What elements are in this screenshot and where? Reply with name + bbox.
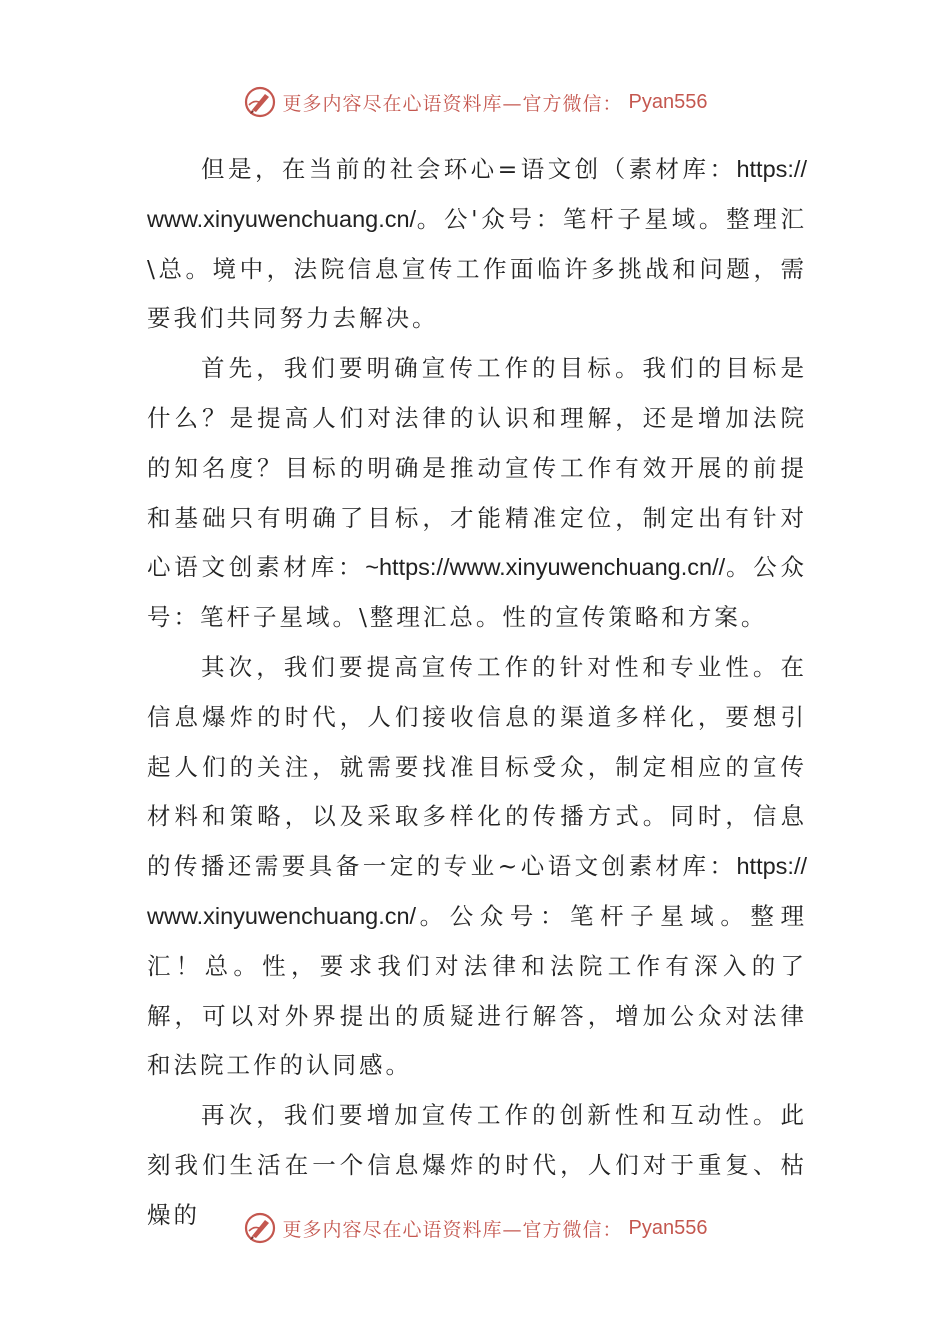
banner-text: 更多内容尽在心语资料库—官方微信：: [282, 1218, 623, 1241]
document-body: [147, 145, 807, 1241]
paragraph-3: 其次，我们要提高宣传工作的针对性和专业性。在信息爆炸的时代，人们接收信息的渠道多样化，要想引起人们的关注，就需要找准目标受众，制定相应的宣传材料和策略，以及采取多样化的传播方式。同时，信息的传播还需要具备一定的专业~心语文创素材库：https://www.xinyuwenchuang.cn/。公众号：笔杆子星域。整理汇！总。性，要求我们对法律和法院工作有深入的了解，可以对外界提出的质疑进行解答，增加公众对法律和法院工作的认同感。: [147, 652, 808, 1080]
quill-pen-logo-icon: [243, 85, 277, 119]
header-banner: [0, 82, 950, 122]
url-text: ~https://www.xinyuwenchuang.cn//: [365, 554, 726, 581]
paragraph-2: 首先，我们要明确宣传工作的目标。我们的目标是什么？是提高人们对法律的认识和理解，还是增加法院的知名度？目标的明确是推动宣传工作有效开展的前提和基础只有明确了目标，才能精准定位，制定出有针对心语文创素材库：~https://www.xinyuwenchuang.cn//。公众号：笔杆子星域。\整理汇总。性的宣传策略和方案。: [147, 354, 808, 632]
banner-text: 更多内容尽在心语资料库—官方微信：: [282, 92, 623, 115]
banner-wechat-id: Pyan556: [628, 1216, 708, 1239]
quill-pen-logo-icon: [243, 1211, 277, 1245]
footer-banner: [0, 1208, 950, 1248]
paragraph-1: 但是，在当前的社会环心=语文创（素材库：https://www.xinyuwenchuang.cn/。公'众号：笔杆子星域。整理汇\总。境中，法院信息宣传工作面临许多挑战和问题，需要我们共同努力去解决。: [147, 155, 807, 333]
banner-wechat-id: Pyan556: [628, 90, 708, 113]
paragraph-4: 再次，我们要增加宣传工作的创新性和互动性。此刻我们生活在一个信息爆炸的时代，人们对于重复、枯燥的: [147, 1101, 807, 1229]
url-text: https://www.xinyuwenchuang.cn/: [147, 853, 808, 929]
url-text: https://www.xinyuwenchuang.cn/: [147, 156, 807, 232]
